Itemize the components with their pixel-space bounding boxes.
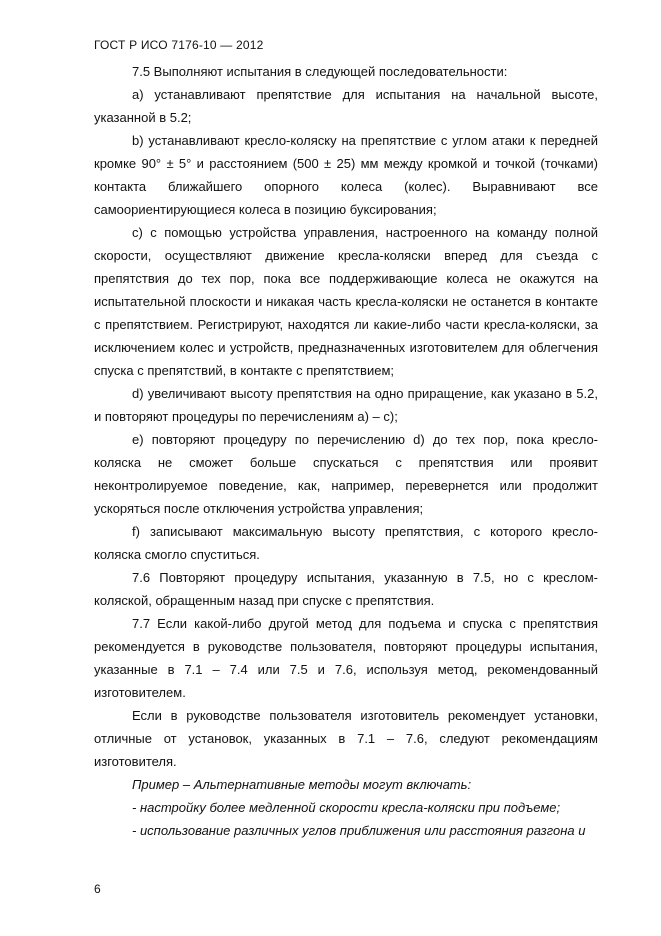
list-item-f: f) записывают максимальную высоту препятствия, с которого кресло-коляска смогло спуститься. xyxy=(94,524,598,562)
list-item-e: e) повторяют процедуру по перечислению d) до тех пор, пока кресло-коляска не сможет больше спускаться с препятствия или проявит неконтролируемое поведение, как, например, перевернется или продолжит ускоряться после отключения устройства управления; xyxy=(94,432,598,516)
list-item-c: c) с помощью устройства управления, настроенного на команду полной скорости, осуществляют движение кресла-коляски вперед для съезда с препятствия до тех пор, пока все поддерживающие колеса не окажутся на испытательной плоскости и никакая часть кресла-коляски не останется в контакте с препятствием. Регистрируют, находятся ли какие-либо части кресла-коляски, за исключением колес и устройств, предназначенных изготовителем для облегчения спуска с препятствий, в контакте с препятствием; xyxy=(94,225,598,378)
page-number: 6 xyxy=(94,882,101,896)
example-title: Пример – Альтернативные методы могут включать: xyxy=(132,777,472,792)
document-body xyxy=(94,60,598,842)
paragraph-7-6: 7.6 Повторяют процедуру испытания, указанную в 7.5, но с креслом-коляской, обращенным назад при спуске с препятствия. xyxy=(94,570,598,608)
standard-header: ГОСТ Р ИСО 7176-10 — 2012 xyxy=(94,38,264,52)
example-item: - настройку более медленной скорости кресла-коляски при подъеме; xyxy=(132,800,561,815)
list-item-a: a) устанавливают препятствие для испытания на начальной высоте, указанной в 5.2; xyxy=(94,87,598,125)
example-item: - использование различных углов приближения или расстояния разгона и xyxy=(132,823,586,838)
paragraph-manufacturer-settings: Если в руководстве пользователя изготовитель рекомендует установки, отличные от установок, указанных в 7.1 – 7.6, следуют рекомендациям изготовителя. xyxy=(94,708,598,769)
list-item-b: b) устанавливают кресло-коляску на препятствие с углом атаки к передней кромке 90° ± 5° и расстоянием (500 ± 25) мм между кромкой и точкой (точками) контакта ближайшего опорного колеса (колес). Выравнивают все самоориентирующиеся колеса в позицию буксирования; xyxy=(94,133,598,217)
list-item-d: d) увеличивают высоту препятствия на одно приращение, как указано в 5.2, и повторяют процедуры по перечислениям а) – с); xyxy=(94,386,598,424)
paragraph-7-5: 7.5 Выполняют испытания в следующей последовательности: xyxy=(132,64,508,79)
paragraph-7-7: 7.7 Если какой-либо другой метод для подъема и спуска с препятствия рекомендуется в руководстве пользователя, повторяют процедуры испытания, указанные в 7.1 – 7.4 или 7.5 и 7.6, используя метод, рекомендованный изготовителем. xyxy=(94,616,598,700)
